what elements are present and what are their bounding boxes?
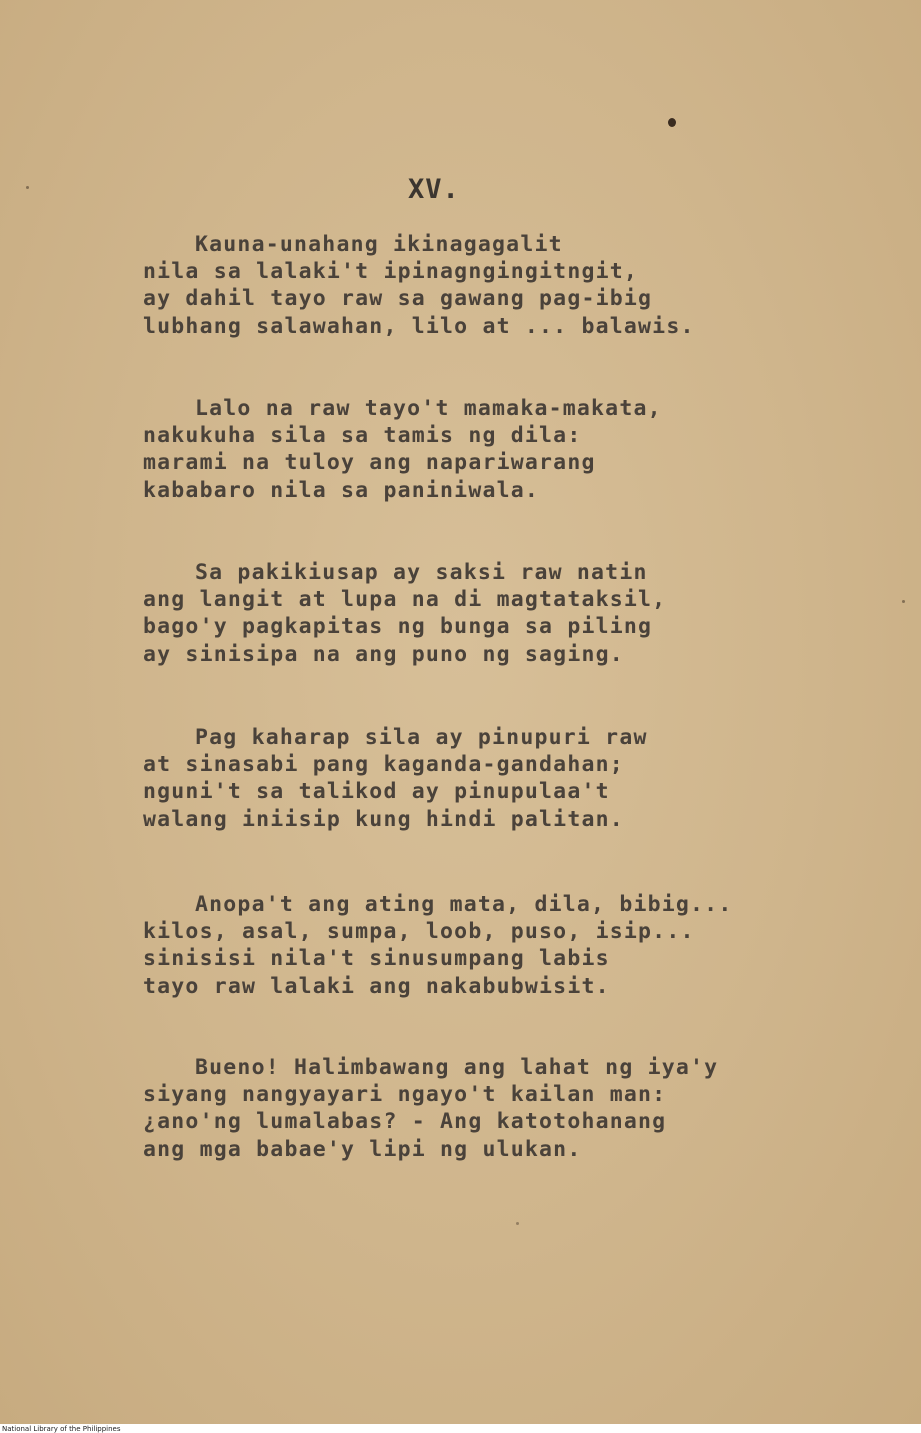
ink-spot (902, 600, 905, 603)
stanza-line: nguni't sa talikod ay pinupulaa't (143, 779, 610, 805)
stanza-line: nakukuha sila sa tamis ng dila: (143, 423, 582, 449)
stanza-line: sinisisi nila't sinusumpang labis (143, 946, 610, 972)
stanza-line: Lalo na raw tayo't mamaka-makata, (195, 396, 662, 421)
stanza-line: Kauna-unahang ikinagagalit (195, 232, 563, 257)
stanza-line: ang langit at lupa na di magtataksil, (143, 587, 667, 613)
ink-spot (516, 1222, 519, 1225)
stanza-line: ay dahil tayo raw sa gawang pag-ibig (143, 286, 653, 312)
stanza-line: tayo raw lalaki ang nakabubwisit. (143, 973, 610, 999)
stanza-line: bago'y pagkapitas ng bunga sa piling (143, 614, 653, 640)
page-title: XV. (408, 174, 460, 205)
stanza-line: kababaro nila sa paniniwala. (143, 477, 540, 503)
stanza-line: ang mga babae'y lipi ng ulukan. (143, 1136, 582, 1162)
ink-spot (668, 118, 676, 127)
footer-credit: National Library of the Philippines (2, 1425, 121, 1433)
stanza-line: Bueno! Halimbawang ang lahat ng iya'y (195, 1055, 719, 1080)
stanza-line: marami na tuloy ang napariwarang (143, 450, 596, 476)
stanza-line: at sinasabi pang kaganda-gandahan; (143, 752, 624, 778)
stanza-line: Anopa't ang ating mata, dila, bibig... (195, 892, 733, 917)
stanza-line: siyang nangyayari ngayo't kailan man: (143, 1082, 667, 1108)
stanza-line: lubhang salawahan, lilo at ... balawis. (143, 313, 695, 339)
stanza-5 (143, 891, 823, 1000)
stanza-1 (143, 231, 823, 340)
ink-spot (26, 186, 29, 189)
stanza-3 (143, 559, 823, 668)
stanza-6 (143, 1054, 823, 1163)
stanza-line: ¿ano'ng lumalabas? - Ang katotohanang (143, 1109, 667, 1135)
stanza-line: kilos, asal, sumpa, loob, puso, isip... (143, 919, 695, 945)
stanza-line: nila sa lalaki't ipinagngingitngit, (143, 259, 639, 285)
stanza-4 (143, 724, 823, 833)
stanza-line: ay sinisipa na ang puno ng saging. (143, 641, 624, 667)
stanza-line: walang iniisip kung hindi palitan. (143, 806, 624, 832)
stanza-line: Sa pakikiusap ay saksi raw natin (195, 560, 648, 585)
stanza-2 (143, 395, 823, 504)
stanza-line: Pag kaharap sila ay pinupuri raw (195, 725, 648, 750)
